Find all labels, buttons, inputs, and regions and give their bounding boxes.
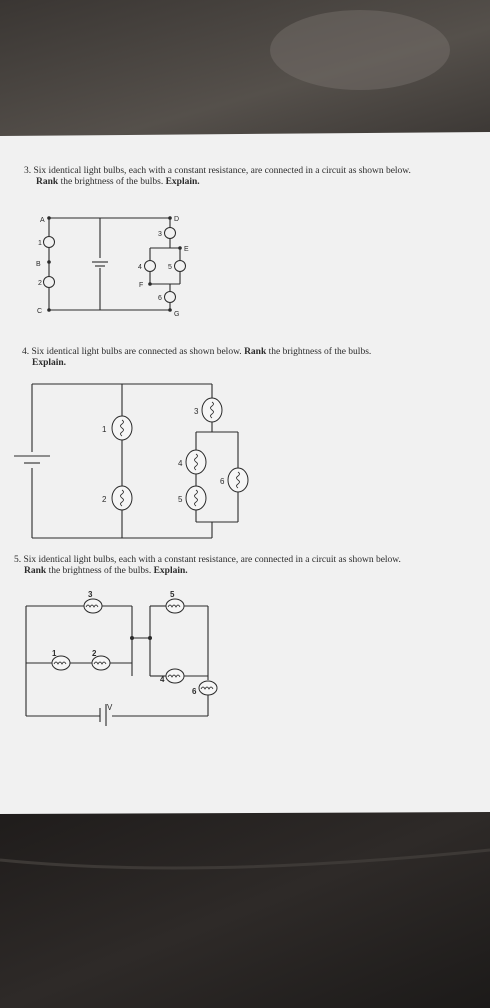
bulb-6-label: 6 — [158, 295, 162, 302]
bulb-1-label: 1 — [38, 240, 42, 247]
bulb-1-label: 1 — [102, 425, 107, 434]
bulb-6-label: 6 — [192, 687, 197, 696]
bulb-4-label: 4 — [178, 459, 183, 468]
bulb-5-label: 5 — [178, 495, 183, 504]
label-e: E — [184, 246, 189, 253]
bulb-6-label: 6 — [220, 477, 225, 486]
label-g: G — [174, 311, 180, 318]
bulb-4-label: 4 — [138, 264, 142, 271]
bulb-2-label: 2 — [102, 495, 107, 504]
label-a: A — [40, 217, 45, 224]
bulb-3-label: 3 — [194, 407, 199, 416]
bulb-2-label: 2 — [38, 280, 42, 287]
bulb-1-label: 1 — [52, 649, 57, 658]
bulb-4-label: 4 — [160, 675, 165, 684]
battery-label: V — [107, 703, 113, 712]
junction-right — [148, 636, 152, 640]
bulb-2-label: 2 — [92, 649, 97, 658]
label-c: C — [37, 308, 43, 315]
bulb-5-label: 5 — [170, 590, 175, 599]
bulb-3-label: 3 — [88, 590, 93, 599]
bulb-5-label: 5 — [168, 264, 172, 271]
bulb-3-label: 3 — [158, 231, 162, 238]
question-5-text: 5. Six identical light bulbs, each with a constant resistance, are connected in a circuit as shown below. Rank the brightness of the bulbs. Explain. — [14, 555, 401, 576]
label-f: F — [139, 282, 144, 289]
question-4-text: 4. Six identical light bulbs are connected as shown below. Rank the brightness of the bulbs. Explain. — [22, 347, 372, 368]
junction-left — [130, 636, 134, 640]
label-b: B — [36, 261, 41, 268]
question-3-text: 3. Six identical light bulbs, each with a constant resistance, are connected in a circuit as shown below. Rank the brightness of the bulbs. Explain. — [24, 166, 411, 187]
label-d: D — [174, 216, 180, 223]
